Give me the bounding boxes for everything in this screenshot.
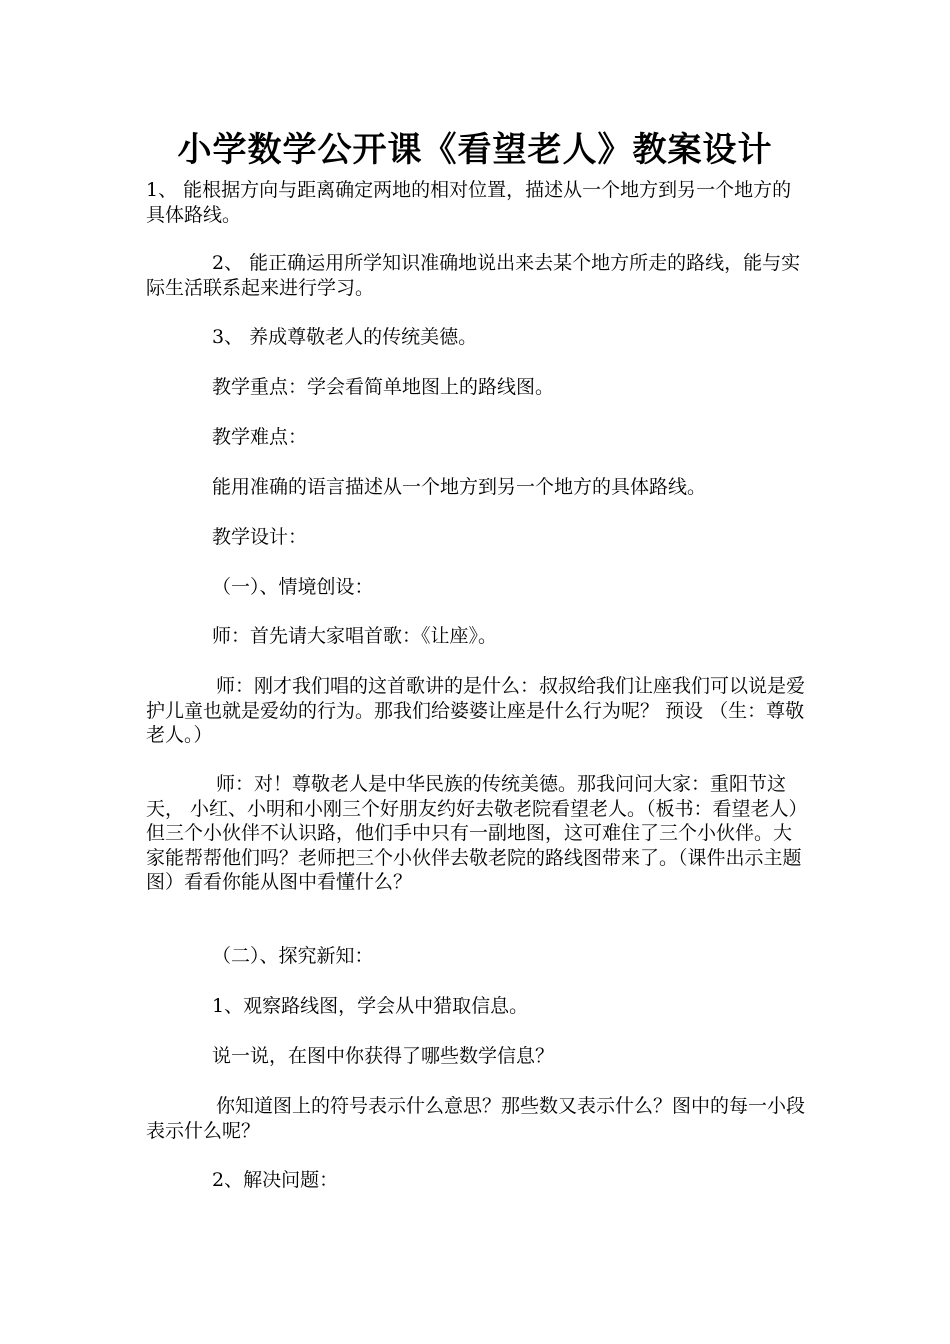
section-2-heading: （二）、探究新知： (212, 945, 374, 967)
teaching-focus: 教学重点：学会看简单地图上的路线图。 (212, 376, 555, 398)
question-2: 你知道图上的符号表示什么意思？那些数又表示什么？图中的每一小段表示什么呢？ (146, 1095, 806, 1142)
section-1-heading: （一）、情境创设： (212, 576, 374, 598)
step-1: 1、观察路线图，学会从中猎取信息。 (212, 995, 529, 1017)
step-2: 2、解决问题： (212, 1169, 339, 1191)
objective-1: 1、 能根据方向与距离确定两地的相对位置，描述从一个地方到另一个地方的具体路线。 (146, 179, 792, 226)
objective-2: 2、 能正确运用所学知识准确地说出来去某个地方所走的路线，能与实际生活联系起来进行学习。 (146, 252, 801, 299)
question-1: 说一说，在图中你获得了哪些数学信息？ (212, 1045, 555, 1067)
document-title: 小学数学公开课《看望老人》教案设计 (177, 130, 773, 170)
paragraph-discussion: 师：刚才我们唱的这首歌讲的是什么：叔叔给我们让座我们可以说是爱护儿童也就是爱幼的行为。那我们给婆婆让座是什么行为呢？ 预设 （生：尊敬老人。） (146, 675, 806, 746)
paragraph-story: 师：对！尊敬老人是中华民族的传统美德。那我问问大家：重阳节这天， 小红、小明和小刚三个好朋友约好去敬老院看望老人。（板书：看望老人）但三个小伙伴不认识路，他们手中只有一副地图，这可难住了三个小伙伴。大家能帮帮他们吗？老师把三个小伙伴去敬老院的路线图带来了。（课件出示主题图）看看你能从图中看懂什么？ (146, 773, 808, 893)
teaching-design-heading: 教学设计： (212, 526, 308, 548)
teaching-difficulty-text: 能用准确的语言描述从一个地方到另一个地方的具体路线。 (212, 476, 707, 498)
objective-3: 3、 养成尊敬老人的传统美德。 (212, 326, 478, 348)
teaching-difficulty-heading: 教学难点： (212, 426, 308, 448)
paragraph-song: 师：首先请大家唱首歌：《让座》。 (212, 625, 498, 647)
